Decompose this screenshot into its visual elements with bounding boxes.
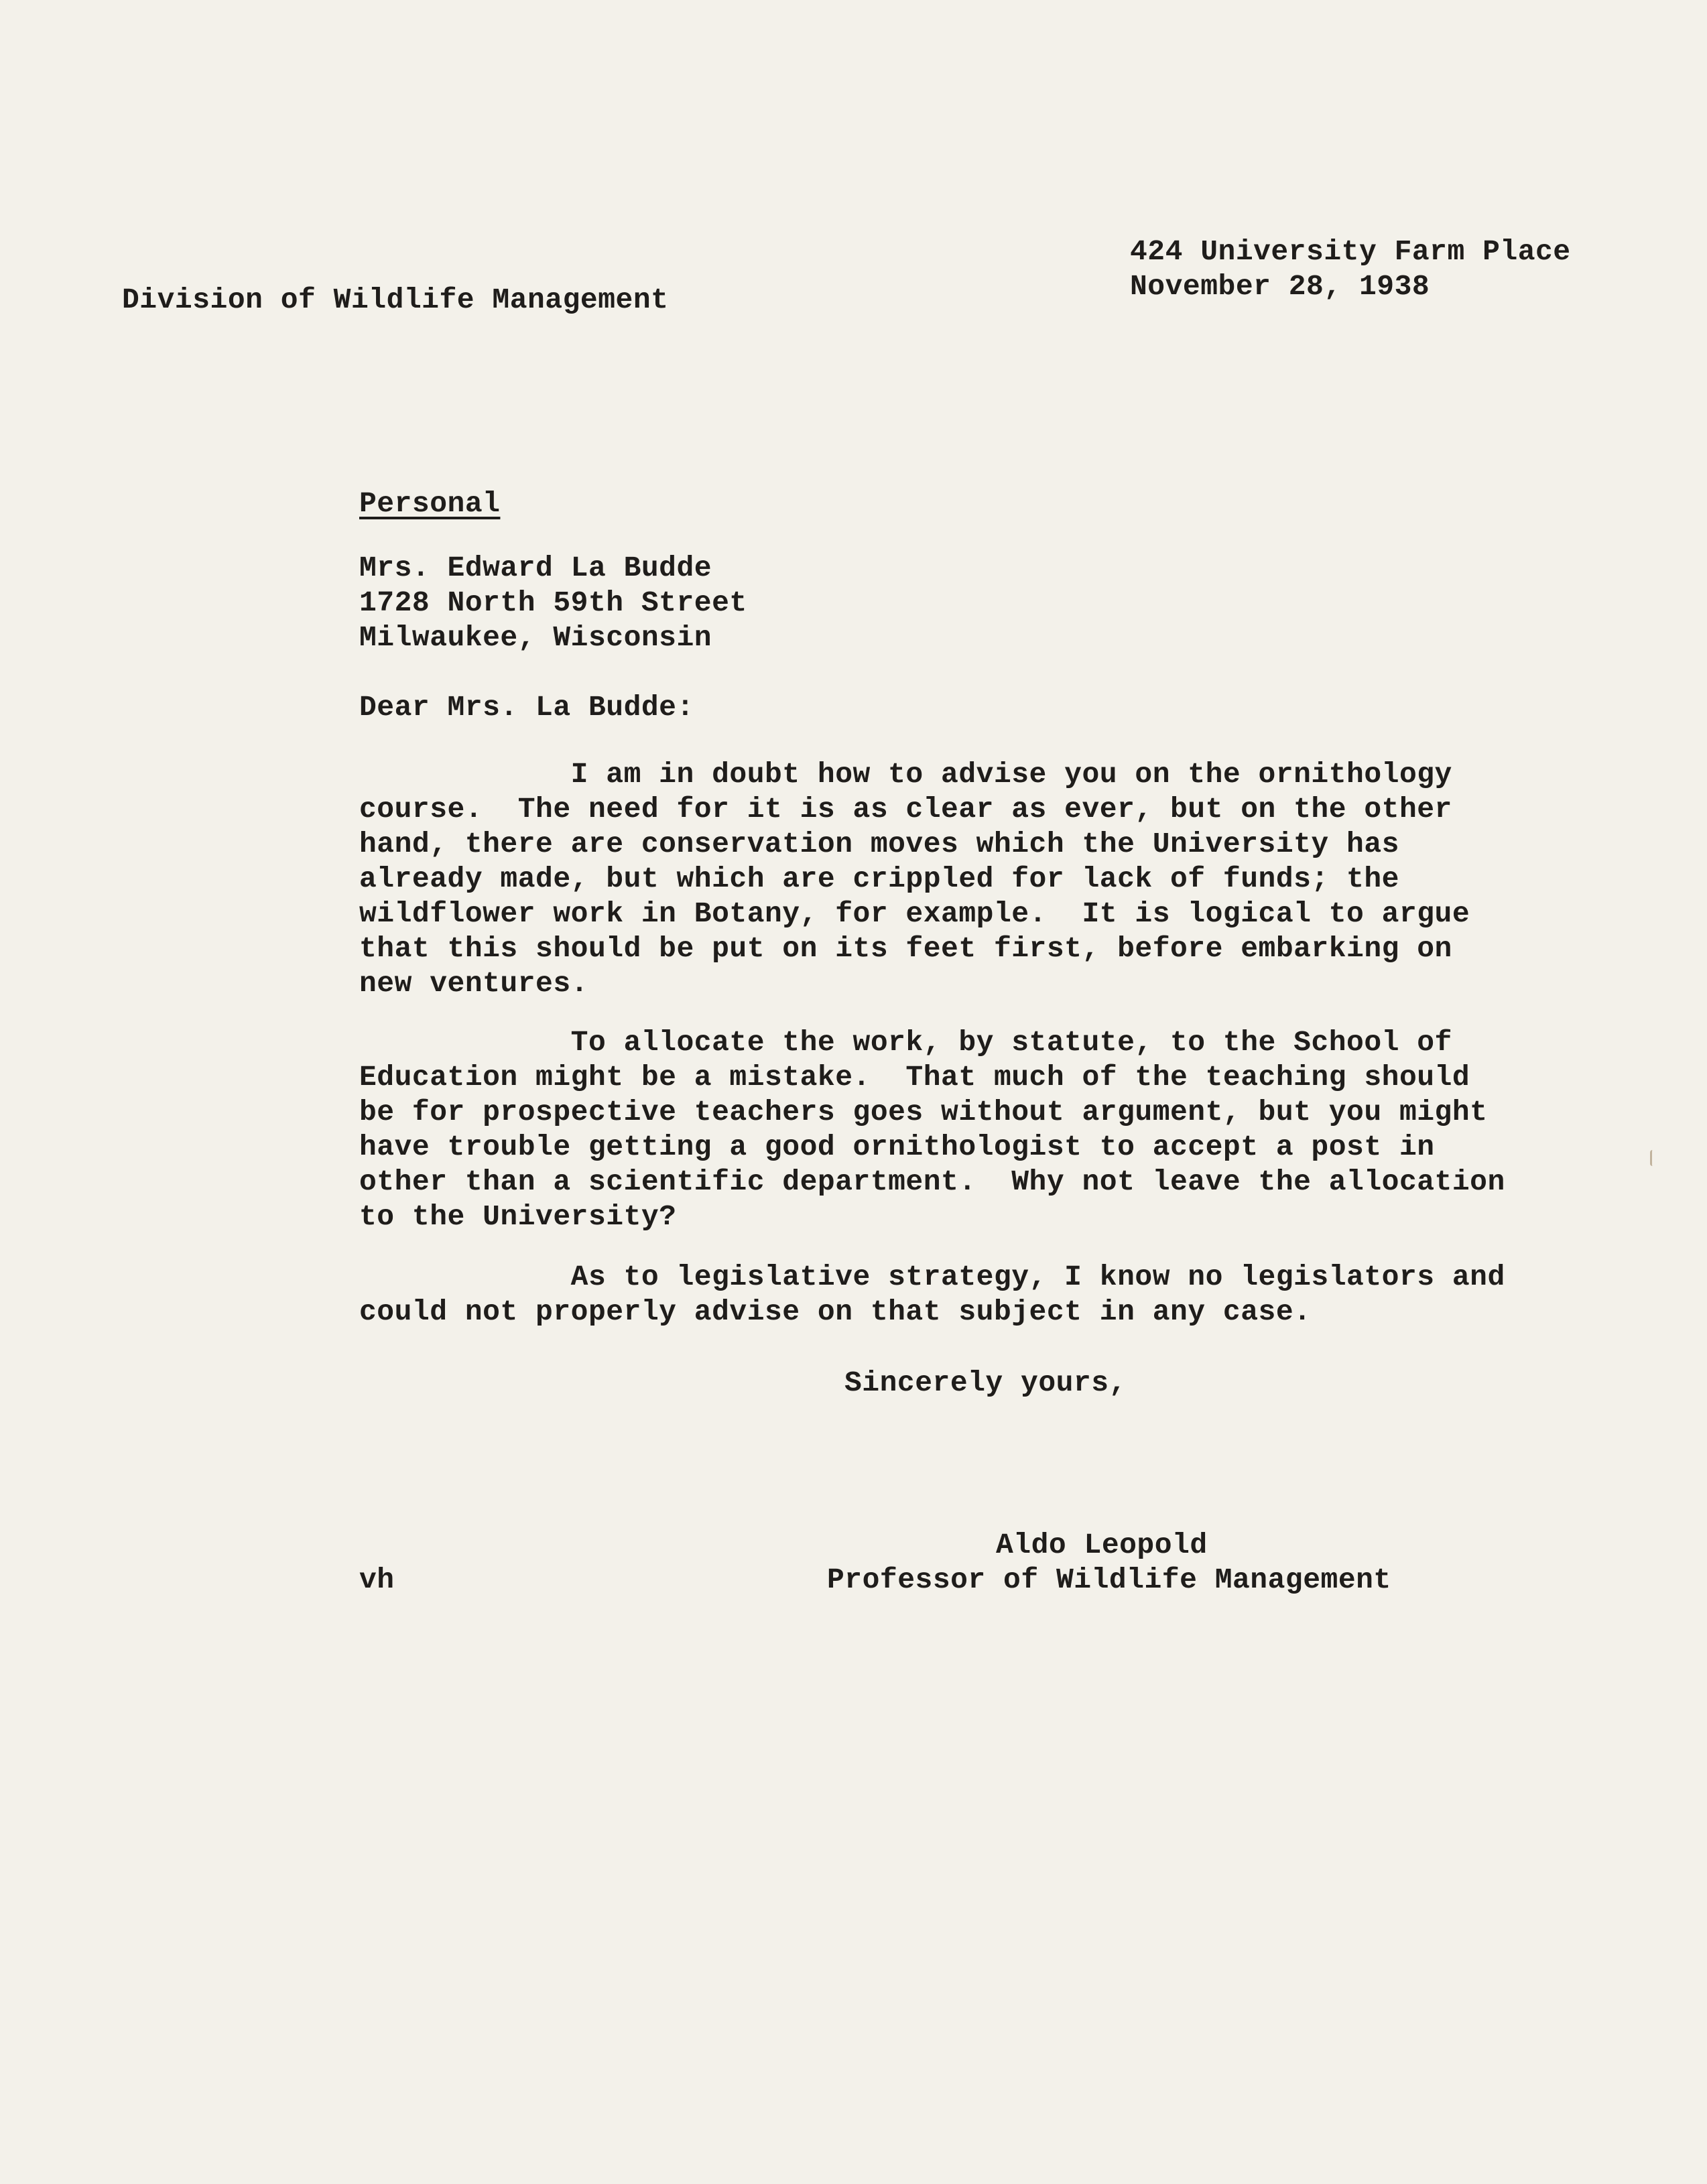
- recipient-address: [359, 551, 747, 655]
- greeting: Dear Mrs. La Budde:: [359, 691, 694, 724]
- paragraph-line: I am in doubt how to advise you on the ornithology: [359, 758, 1452, 791]
- paragraph-line: hand, there are conservation moves which the University has: [359, 828, 1399, 860]
- paragraph-line: that this should be put on its feet first, before embarking on: [359, 932, 1452, 965]
- personal-heading: Personal: [359, 487, 501, 520]
- signature-title: Professor of Wildlife Management: [827, 1563, 1391, 1596]
- paragraph-line: As to legislative strategy, I know no legislators and: [359, 1261, 1505, 1293]
- paragraph-3: [359, 1260, 1505, 1330]
- typist-initials: vh: [359, 1563, 395, 1596]
- division-name: Division of Wildlife Management: [122, 283, 669, 316]
- paragraph-line: course. The need for it is as clear as ever, but on the other: [359, 793, 1452, 826]
- closing: Sincerely yours,: [844, 1366, 1127, 1399]
- paragraph-line: already made, but which are crippled for lack of funds; the: [359, 862, 1399, 895]
- recipient-name: Mrs. Edward La Budde: [359, 552, 712, 584]
- paragraph-line: other than a scientific department. Why not leave the allocation: [359, 1165, 1505, 1198]
- recipient-street: 1728 North 59th Street: [359, 586, 747, 619]
- paragraph-line: Education might be a mistake. That much of the teaching should: [359, 1061, 1470, 1094]
- paragraph-2: [359, 1025, 1505, 1234]
- paragraph-line: wildflower work in Botany, for example. It is logical to argue: [359, 897, 1470, 930]
- paper-mark: [1650, 1150, 1655, 1166]
- signature-name: Aldo Leopold: [996, 1529, 1208, 1561]
- paragraph-line: could not properly advise on that subject in any case.: [359, 1295, 1312, 1328]
- paragraph-line: to the University?: [359, 1200, 677, 1233]
- paragraph-line: To allocate the work, by statute, to the School of: [359, 1026, 1452, 1059]
- recipient-city: Milwaukee, Wisconsin: [359, 621, 712, 654]
- paragraph-line: have trouble getting a good ornithologist to accept a post in: [359, 1131, 1435, 1163]
- paragraph-line: new ventures.: [359, 967, 588, 1000]
- letter-date: November 28, 1938: [1130, 270, 1430, 303]
- sender-address: 424 University Farm Place: [1130, 235, 1571, 268]
- paragraph-line: be for prospective teachers goes without argument, but you might: [359, 1096, 1488, 1129]
- sender-address-block: [1130, 235, 1571, 304]
- paragraph-1: [359, 757, 1470, 1001]
